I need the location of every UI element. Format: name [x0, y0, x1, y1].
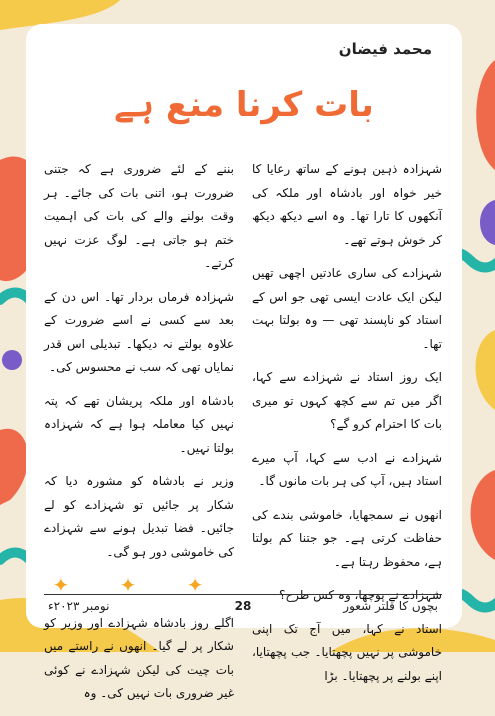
paragraph: شہزادہ فرماں بردار تھا۔ اس دن کے بعد سے کسی نے اسے ضرورت کے علاوہ بولتے نہ دیکھا۔ تبدیلی اس قدر نمایاں تھی کہ سب نے محسوس کی۔: [44, 289, 234, 374]
star-separator-icon: ✦ ✦ ✦: [52, 573, 226, 597]
magazine-name: بچوں کا قلتر شعور: [343, 599, 438, 613]
paragraph: شہزادے کی ساری عادتیں اچھی تھیں لیکن ایک عادت ایسی تھی جو اس کے استاد کو ناپسند تھی — وہ بولتا بہت تھا۔: [252, 266, 442, 351]
paragraph: شہزادے نے پوچھا، وہ کس طرح؟: [278, 588, 442, 602]
page-footer: [44, 594, 442, 617]
paragraph: بننے کے لئے ضروری ہے کہ جتنی ضرورت ہو، اتنی بات کی جائے۔ ہر وقت بولنے والے کی بات کی اہمیت ختم ہو جاتی ہے۔ لوگ عزت نہیں کرتے۔: [44, 162, 234, 270]
paragraph: شہزادے نے ادب سے کہا، آپ میرے استاد ہیں، آپ کی ہر بات مانوں گا۔: [252, 450, 442, 488]
paragraph: بادشاہ اور ملکہ پریشان تھے کہ پتہ نہیں کیا معاملہ ہوا ہے کہ شہزادہ بولتا نہیں۔: [44, 393, 234, 455]
paragraph: شہزادہ ذہین ہونے کے ساتھ رعایا کا خیر خواہ اور بادشاہ اور ملکہ کی آنکھوں کا تارا تھا۔ وہ اسے دیکھ دیکھ کر خوش ہوتے تھے۔: [252, 162, 442, 247]
paragraph: اگلے روز بادشاہ شہزادے اور وزیر کو شکار پر لے گیا۔ انھوں نے راستے میں بات چیت کی لیکن شہزادے نے کوئی غیر ضروری بات نہیں کی۔ وہ: [44, 615, 234, 700]
article-card: [26, 24, 462, 700]
page-number: 28: [234, 599, 252, 613]
paragraph: استاد نے کہا، میں آج تک اپنی خاموشی پر نہیں پچھتایا۔ جب پچھتایا، اپنے بولنے پر پچھتایا۔ بڑا: [252, 621, 442, 683]
paragraph: وزیر نے بادشاہ کو مشورہ دیا کہ شکار پر جائیں تو شہزادے کو لے جائیں۔ فضا تبدیل ہونے سے شہزادے کی خاموشی دور ہو گی۔: [44, 474, 234, 559]
issue-date: نومبر ۲۰۲۳ء: [48, 599, 110, 613]
right-column: [252, 158, 442, 698]
paragraph: ایک روز استاد نے شہزادے سے کہا، اگر میں تم سے کچھ کہوں تو میری بات کا احترام کرو گے؟: [252, 370, 442, 431]
author-name: محمد فیضان: [338, 40, 432, 58]
left-column: [44, 158, 234, 716]
article-title: بات کرنا منع ہے: [114, 85, 374, 125]
paragraph: انھوں نے سمجھایا، خاموشی بندے کی حفاظت کرتی ہے۔ جو جتنا کم بولتا ہے، محفوظ رہتا ہے۔: [252, 507, 442, 569]
